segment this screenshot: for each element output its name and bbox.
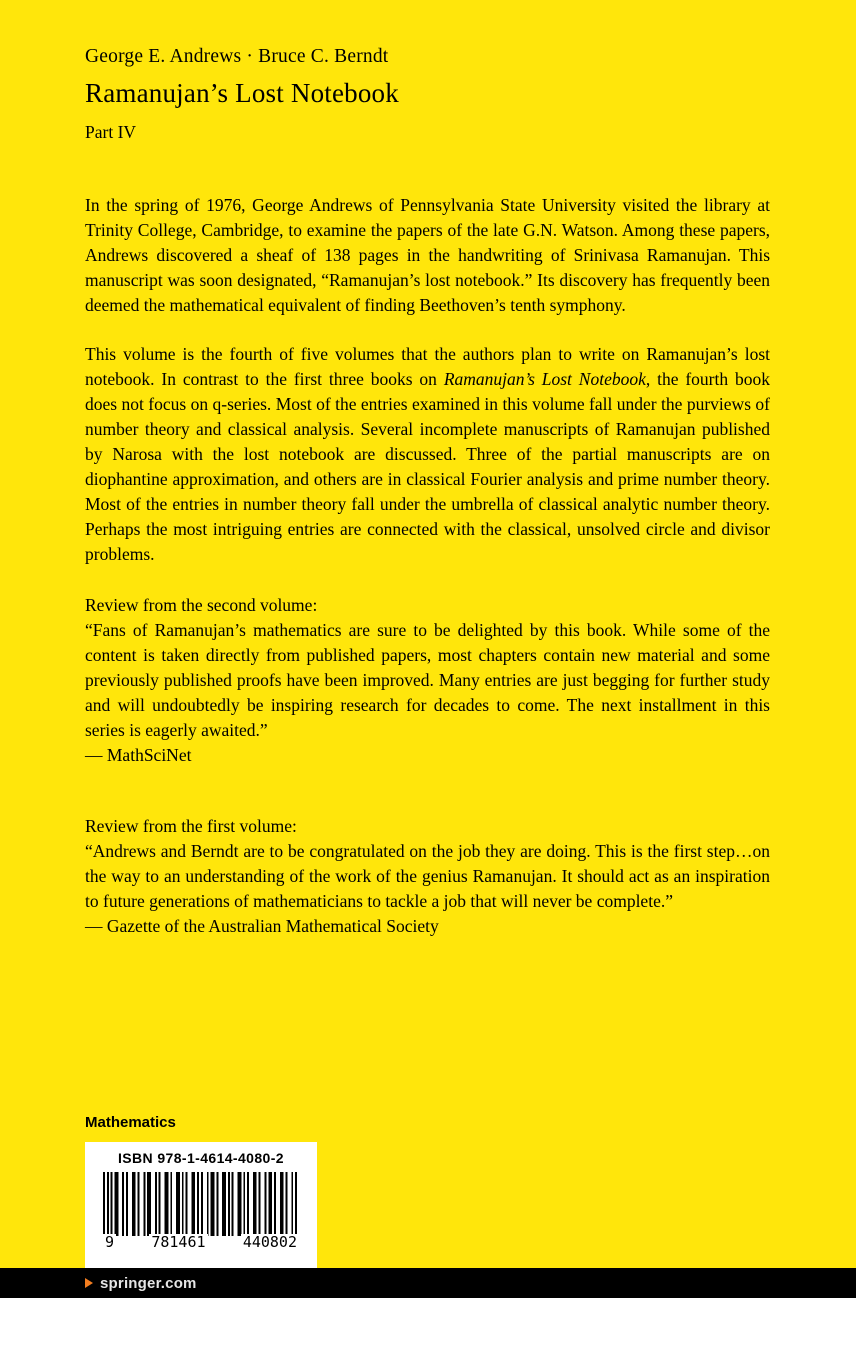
book-title: Ramanujan’s Lost Notebook [85,78,399,108]
review-block-second-volume [85,593,770,768]
description-paragraph-2 [85,342,770,567]
review-block-first-volume [85,814,770,939]
barcode-digit-group2: 440802 [242,1233,297,1251]
description-paragraph-1: In the spring of 1976, George Andrews of Pennsylvania State University visited the library at Trinity College, Cambridge, to examine the papers of the late G.N. Watson. Among these papers, Andrews discovered a sheaf of 138 pages in the handwriting of Srinivasa Ramanujan. This manuscript was soon designated, “Ramanujan’s lost notebook.” Its discovery has frequently been deemed the mathematical equivalent of finding Beethoven’s tenth symphony. [85,195,770,315]
barcode [103,1172,299,1250]
review-quote: “Fans of Ramanujan’s mathematics are sure to be delighted by this book. While some of the content is taken directly from published papers, most chapters contain new material and some previously published proofs have been improved. Many entries are just begging for further study and will undoubtedly be inspiring research for decades to come. The next installment in this series is eagerly awaited.” [85,620,770,740]
springer-arrow-icon [85,1278,93,1288]
barcode-digit-group1: 781461 [151,1233,206,1251]
category-label: Mathematics [85,1114,176,1131]
barcode-digits [103,1234,299,1251]
review-heading: Review from the second volume: [85,595,318,615]
paragraph-2-pre: This volume is the fourth of five volumes that the authors plan to write on Ramanujan’s lost notebook. In contrast to the first three books on [85,344,770,389]
publisher-site-label: springer.com [100,1274,197,1292]
paragraph-2-post: , the fourth book does not focus on q-series. Most of the entries examined in this volume fall under the purviews of number theory and classical analysis. Several incomplete manuscripts of Ramanujan published by Narosa with the lost notebook are discussed. Three of the partial manuscripts are on diophantine approximation, and others are in classical Fourier analysis and prime number theory. Most of the entries in number theory fall under the umbrella of classical analytic number theory. Perhaps the most intriguing entries are connected with the classical, unsolved circle and divisor problems. [85,369,770,564]
review-quote: “Andrews and Berndt are to be congratulated on the job they are doing. This is the first step…on the way to an understanding of the work of the genius Ramanujan. It should act as an inspiration to future generations of mathematicians to tackle a job that will never be complete.” [85,841,770,911]
review-attribution: — MathSciNet [85,745,192,765]
paragraph-2-book-title-italic: Ramanujan’s Lost Notebook [443,369,646,389]
authors-line: George E. Andrews · Bruce C. Berndt [85,46,389,67]
isbn-label: ISBN 978-1-4614-4080-2 [117,1150,284,1166]
isbn-box [85,1142,317,1268]
review-attribution: — Gazette of the Australian Mathematical Society [85,916,439,936]
publisher-bar [0,1268,856,1298]
barcode-digit-lead: 9 [105,1233,115,1251]
review-heading: Review from the first volume: [85,816,297,836]
book-subtitle: Part IV [85,122,137,142]
